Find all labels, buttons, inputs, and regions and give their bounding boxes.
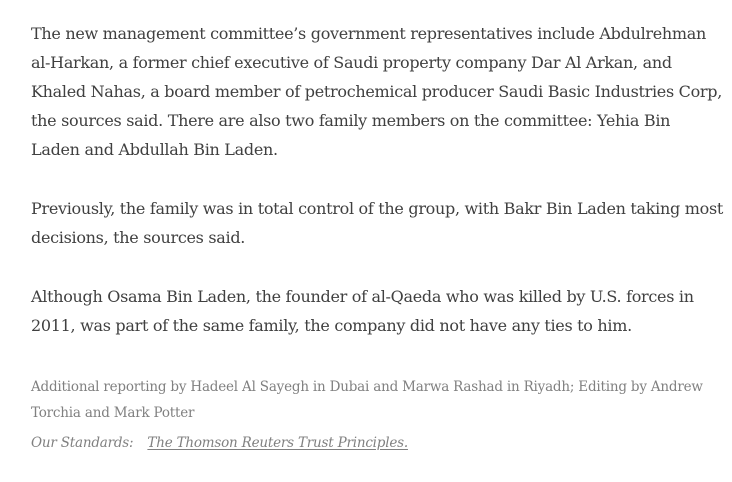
our-standards: [31, 430, 723, 456]
trust-principles-link[interactable]: The Thomson Reuters Trust Principles.: [147, 435, 408, 451]
article-paragraph-osama-bin-laden: Although Osama Bin Laden, the founder of al-Qaeda who was killed by U.S. forces in 2011, was part of the same family, the company did not have any ties to him.: [31, 287, 694, 335]
article-paragraph-family-control: Previously, the family was in total control of the group, with Bakr Bin Laden taking most decisions, the sources said.: [31, 199, 723, 247]
reporting-credits: Additional reporting by Hadeel Al Sayegh in Dubai and Marwa Rashad in Riyadh; Editing by Andrew Torchia and Mark Potter: [31, 379, 703, 421]
our-standards-label: Our Standards:: [31, 435, 134, 451]
article-body: [31, 19, 723, 456]
article-paragraph-management-committee: The new management committee’s government representatives include Abdulrehman al-Harkan, a former chief executive of Saudi property company Dar Al Arkan, and Khaled Nahas, a board member of petrochemical producer Saudi Basic Industries Corp, the sources said. There are also two family members on the committee: Yehia Bin Laden and Abdullah Bin Laden.: [31, 24, 722, 159]
